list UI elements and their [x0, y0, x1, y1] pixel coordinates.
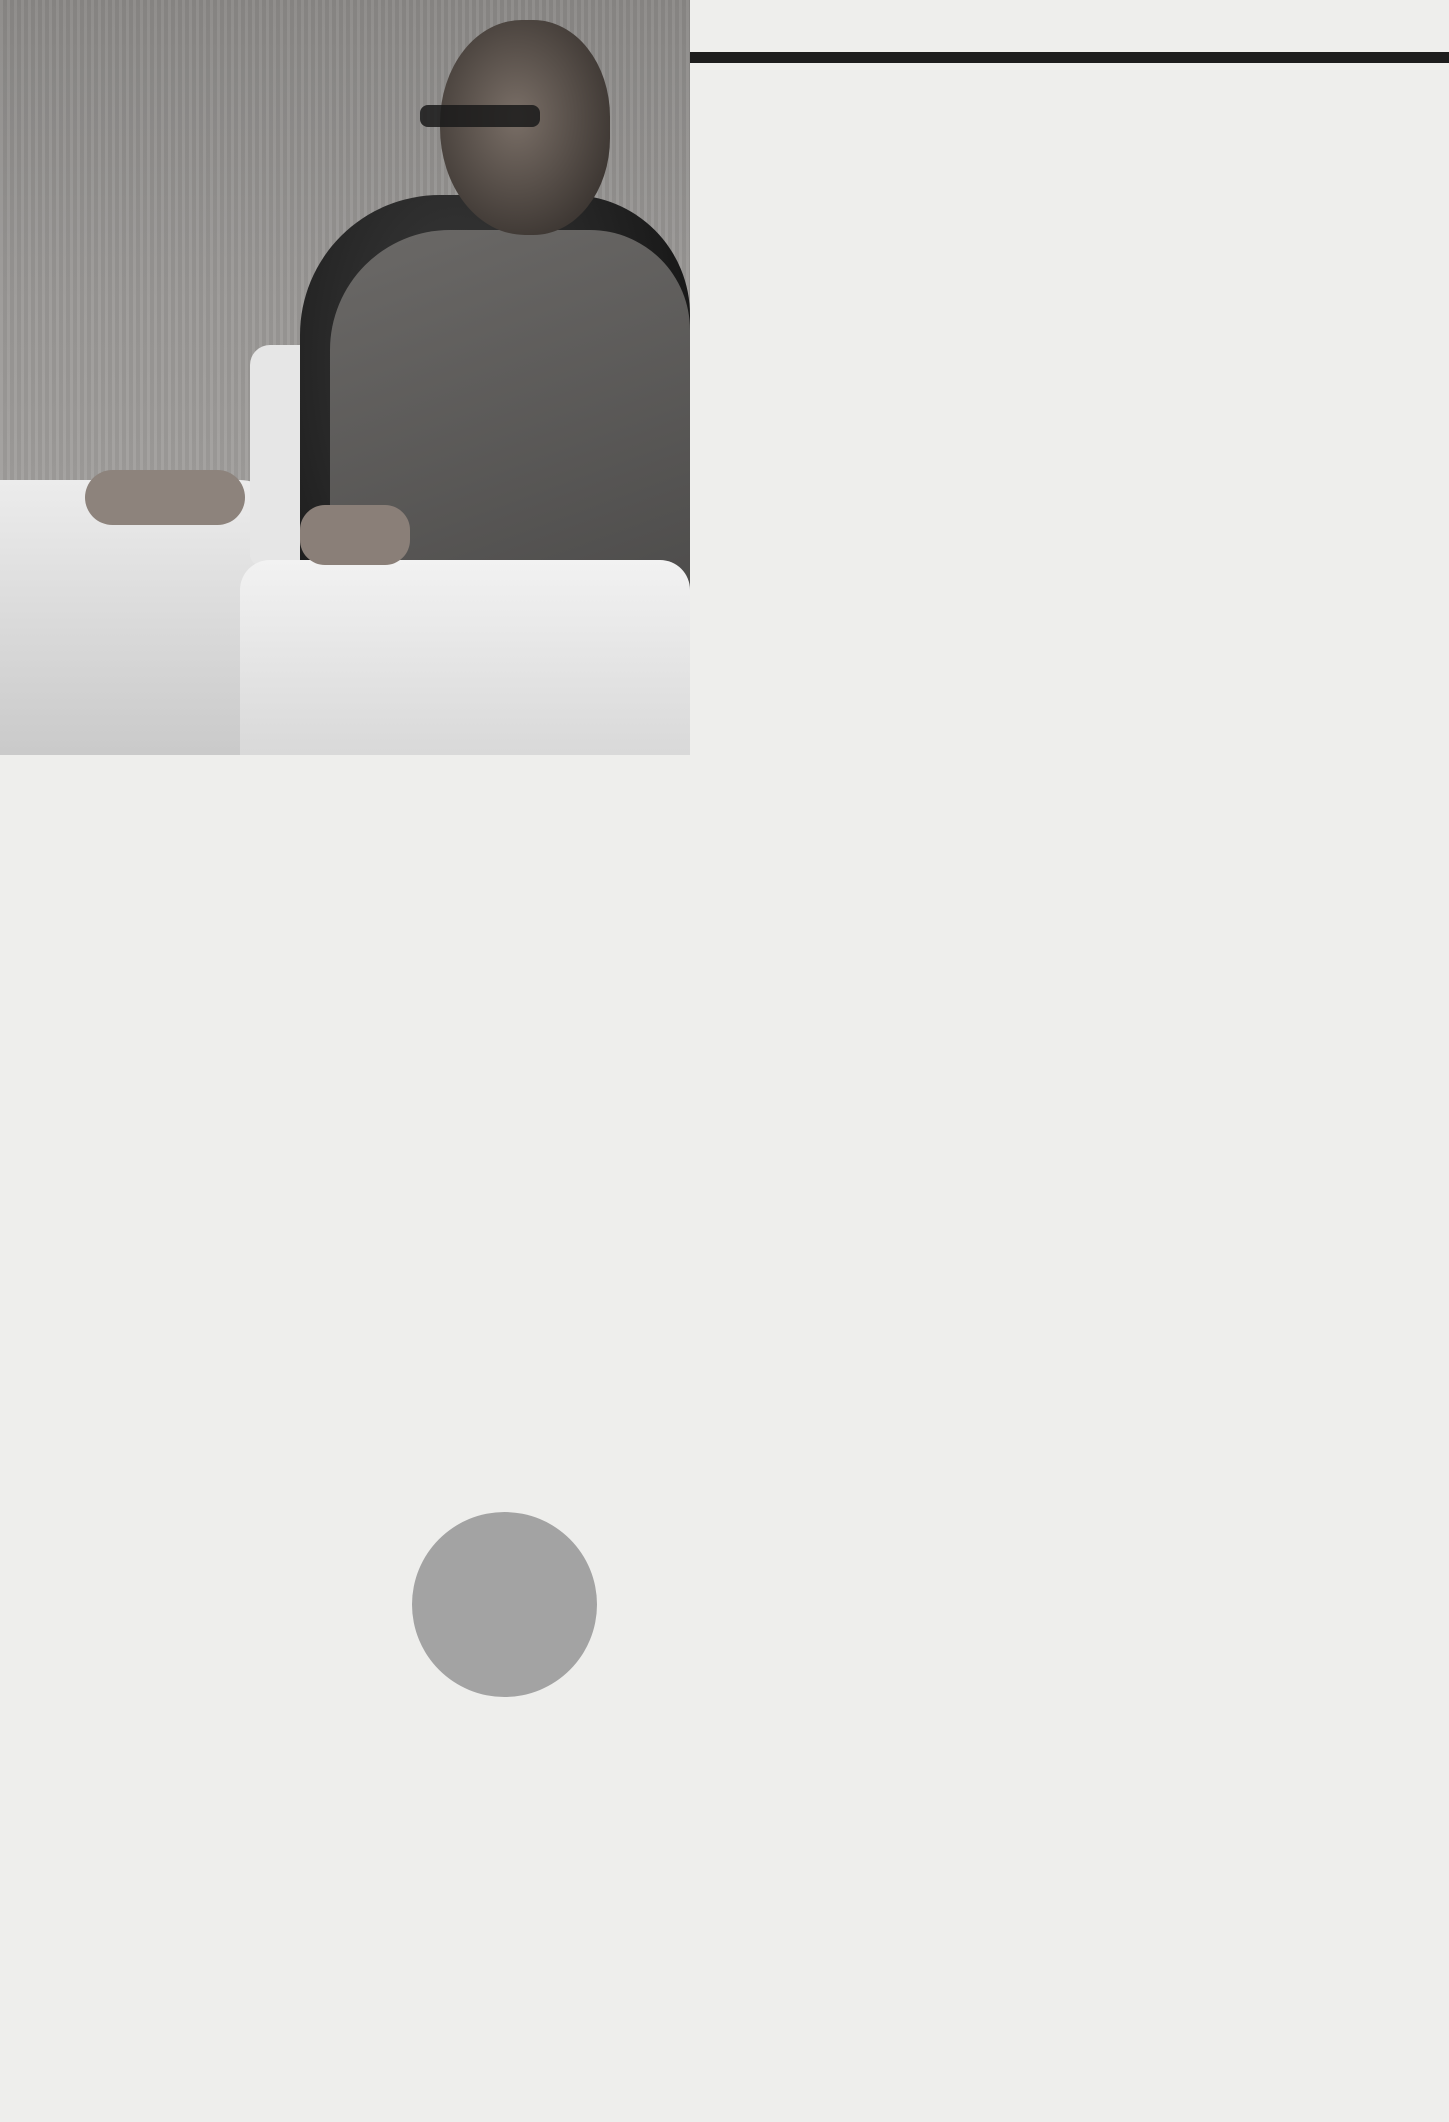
sofa-arm: [240, 560, 690, 755]
person-hand-right: [300, 505, 410, 565]
top-text-block: [718, 180, 1263, 760]
interview-photo: [0, 0, 690, 755]
headline-circle-decoration: [412, 1512, 597, 1697]
middle-text-block: [128, 800, 1364, 1400]
person-hand-left: [85, 470, 245, 525]
bottom-right-text-block: [618, 1430, 1363, 2050]
top-rule: [690, 52, 1449, 63]
sunglasses: [420, 105, 540, 127]
person-head: [440, 20, 610, 235]
bottom-left-text-block: [135, 1430, 395, 2050]
headline: [445, 1432, 765, 1470]
